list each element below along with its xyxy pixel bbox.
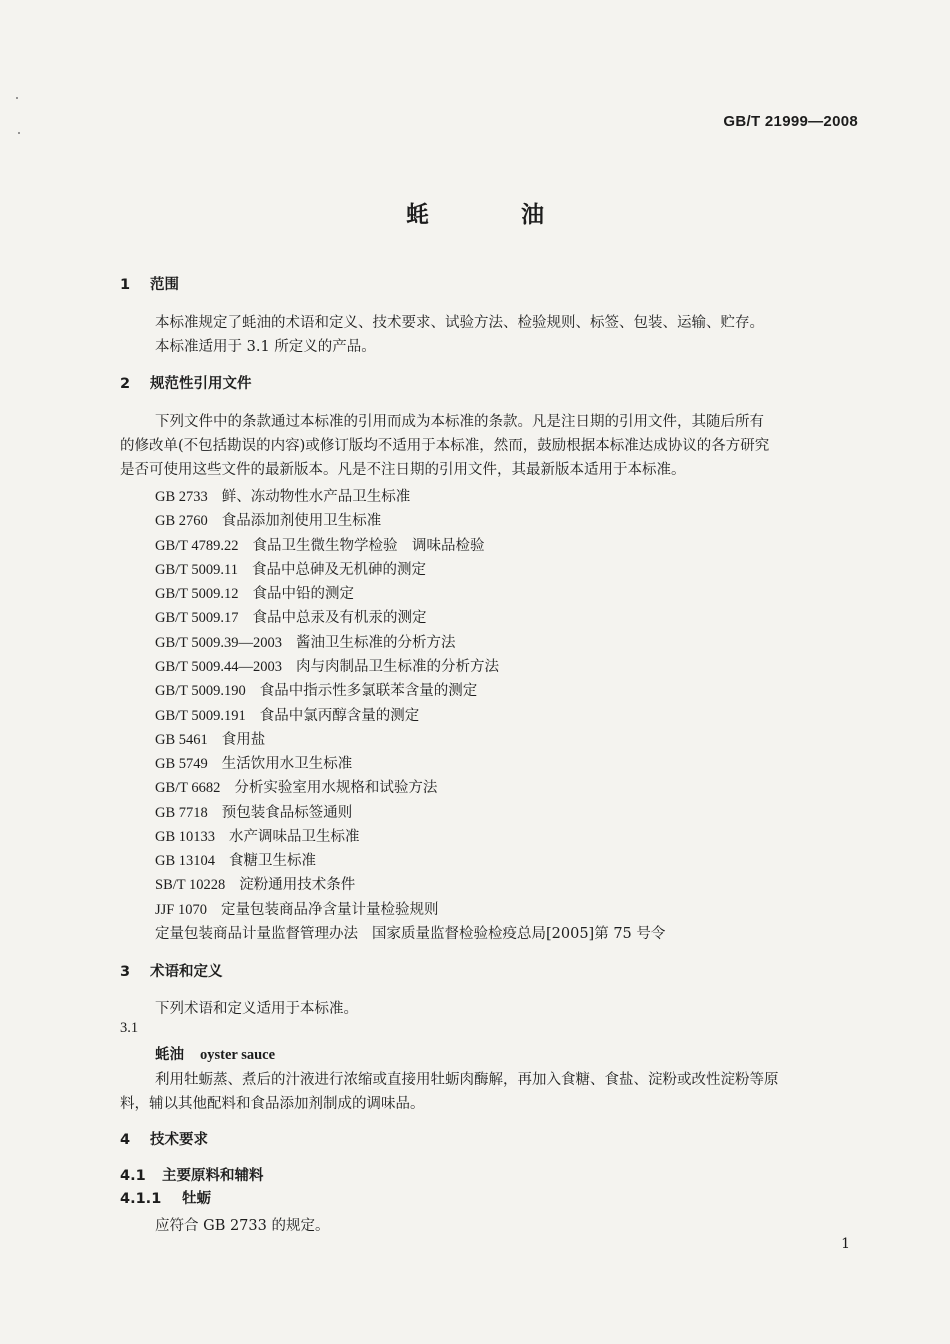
term-english: oyster sauce — [200, 1047, 276, 1063]
term-entry — [155, 1043, 275, 1064]
reference-item: GB/T 5009.44—2003 肉与肉制品卫生标准的分析方法 — [155, 659, 500, 675]
section-1-heading: 1 范围 — [120, 277, 179, 293]
reference-item: GB 10133 水产调味品卫生标准 — [155, 829, 360, 845]
reference-item: GB/T 4789.22 食品卫生微生物学检验 调味品检验 — [155, 538, 485, 554]
section-3-intro: 下列术语和定义适用于本标准。 — [155, 1001, 358, 1017]
section-2-intro-line: 是否可使用这些文件的最新版本。凡是不注日期的引用文件，其最新版本适用于本标准。 — [120, 462, 686, 478]
title-char-2: 油 — [521, 202, 544, 228]
title-char-1: 蚝 — [406, 202, 429, 228]
reference-item: GB/T 5009.190 食品中指示性多氯联苯含量的测定 — [155, 683, 478, 699]
reference-item: GB/T 5009.17 食品中总汞及有机汞的测定 — [155, 610, 427, 626]
reference-item: SB/T 10228 淀粉通用技术条件 — [155, 877, 356, 893]
section-2-intro-line: 下列文件中的条款通过本标准的引用而成为本标准的条款。凡是注日期的引用文件，其随后所有 — [155, 414, 764, 430]
reference-item: GB 2760 食品添加剂使用卫生标准 — [155, 513, 382, 529]
term-definition-line: 料，辅以其他配料和食品添加剂制成的调味品。 — [120, 1096, 425, 1112]
reference-item: GB/T 6682 分析实验室用水规格和试验方法 — [155, 780, 438, 796]
term-chinese: 蚝油 — [155, 1047, 184, 1063]
reference-item: GB 5749 生活饮用水卫生标准 — [155, 756, 353, 772]
section-1-paragraph: 本标准规定了蚝油的术语和定义、技术要求、试验方法、检验规则、标签、包装、运输、贮存。 — [155, 315, 764, 331]
reference-item: GB 2733 鲜、冻动物性水产品卫生标准 — [155, 489, 411, 505]
reference-item: GB/T 5009.39—2003 酱油卫生标准的分析方法 — [155, 635, 456, 651]
term-definition-line: 利用牡蛎蒸、煮后的汁液进行浓缩或直接用牡蛎肉酶解，再加入食糖、食盐、淀粉或改性淀粉等原 — [155, 1072, 779, 1088]
section-4-1-1-heading: 4.1.1 牡蛎 — [120, 1191, 211, 1207]
standard-code: GB/T 21999—2008 — [723, 113, 858, 130]
section-2-intro-line: 的修改单(不包括勘误的内容)或修订版均不适用于本标准，然而，鼓励根据本标准达成协议的各方研究 — [120, 438, 770, 454]
page-number: 1 — [841, 1236, 850, 1252]
reference-item: JJF 1070 定量包装商品净含量计量检验规则 — [155, 902, 439, 918]
reference-item: 定量包装商品计量监督管理办法 国家质量监督检验检疫总局[2005]第 75 号令 — [155, 926, 666, 942]
section-4-1-1-text: 应符合 GB 2733 的规定。 — [155, 1218, 330, 1234]
reference-item: GB/T 5009.11 食品中总砷及无机砷的测定 — [155, 562, 426, 578]
section-4-1-heading: 4.1 主要原料和辅料 — [120, 1168, 264, 1184]
reference-item: GB 7718 预包装食品标签通则 — [155, 805, 353, 821]
scan-speck — [18, 132, 20, 134]
section-4-heading: 4 技术要求 — [120, 1132, 208, 1148]
section-3-heading: 3 术语和定义 — [120, 964, 223, 980]
section-2-heading: 2 规范性引用文件 — [120, 376, 252, 392]
scan-speck — [16, 97, 18, 99]
reference-item: GB/T 5009.191 食品中氯丙醇含量的测定 — [155, 708, 420, 724]
reference-item: GB/T 5009.12 食品中铅的测定 — [155, 586, 355, 602]
section-1-paragraph: 本标准适用于 3.1 所定义的产品。 — [155, 339, 376, 355]
term-number: 3.1 — [120, 1020, 139, 1036]
document-title — [0, 196, 950, 229]
reference-item: GB 5461 食用盐 — [155, 732, 266, 748]
reference-item: GB 13104 食糖卫生标准 — [155, 853, 317, 869]
